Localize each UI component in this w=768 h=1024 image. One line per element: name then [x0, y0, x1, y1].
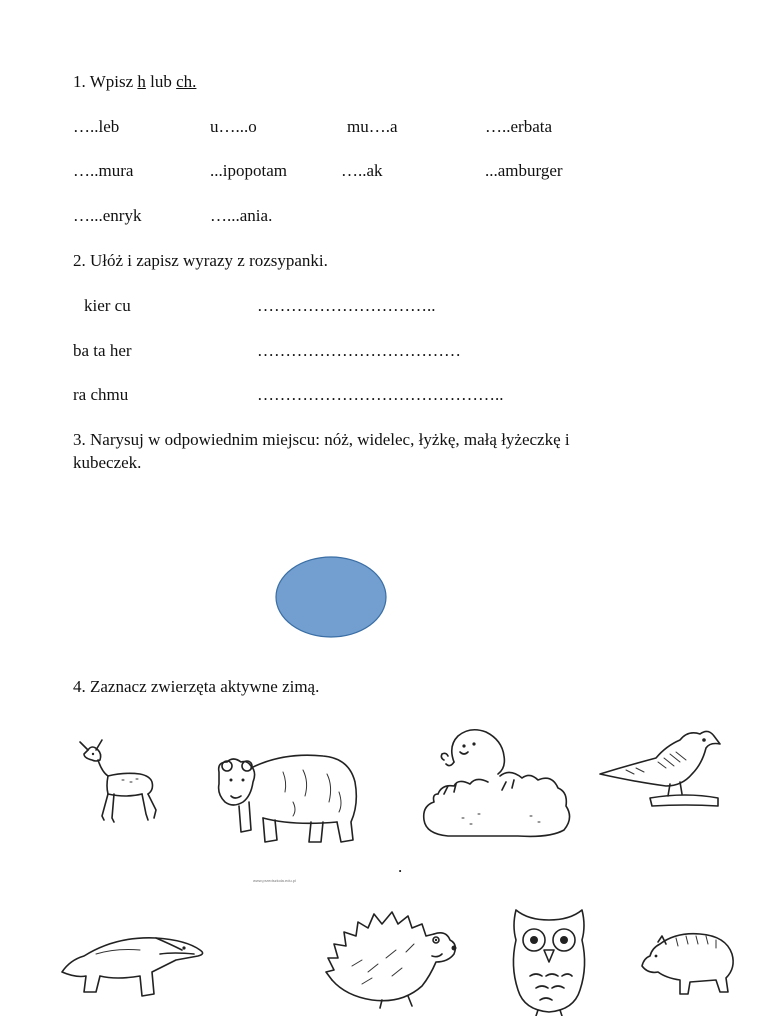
task3-instruction-line2: kubeczek.: [73, 453, 142, 472]
word-blank[interactable]: ...amburger: [485, 161, 563, 180]
scramble-syllables: kier cu: [84, 296, 131, 315]
word-blank[interactable]: …..leb: [73, 117, 120, 136]
owl-picture[interactable]: [508, 906, 590, 1016]
jay-bird-icon: [596, 706, 722, 808]
bear-picture[interactable]: [193, 712, 383, 890]
word-blank[interactable]: …..ak: [341, 161, 383, 180]
task2-title: 2. Ułóż i zapisz wyrazy z rozsypanki.: [73, 251, 328, 270]
task1-intro: Wpisz: [89, 72, 138, 91]
word-blank[interactable]: ...ipopotam: [210, 161, 287, 180]
bear-icon: [193, 712, 383, 890]
hedgehog-icon: [322, 896, 460, 1014]
task1-letter-h: h: [137, 72, 146, 91]
mole-picture[interactable]: [418, 722, 580, 844]
answer-line[interactable]: ………………………………: [257, 341, 461, 360]
word-blank[interactable]: …...enryk: [73, 206, 142, 225]
boar-picture[interactable]: [636, 902, 744, 1012]
word-blank[interactable]: …...ania.: [210, 206, 273, 225]
scramble-syllables: ra chmu: [73, 385, 129, 404]
task3-instruction-line1: 3. Narysuj w odpowiednim miejscu: nóż, widelec, łyżkę, małą łyżeczkę i: [73, 430, 570, 449]
fawn-icon: [62, 728, 168, 832]
badger-picture[interactable]: [56, 914, 208, 1010]
word-blank[interactable]: …..erbata: [485, 117, 553, 136]
task1-title: [73, 72, 196, 92]
word-blank[interactable]: u…...o: [210, 117, 257, 136]
answer-line[interactable]: ……………………………………..: [257, 385, 504, 404]
answer-line[interactable]: …………………………..: [257, 296, 436, 315]
boar-icon: [636, 902, 744, 1012]
stray-dot: .: [398, 857, 403, 876]
task1-number: 1.: [73, 72, 90, 91]
word-blank[interactable]: …..mura: [73, 161, 134, 180]
word-blank[interactable]: mu….a: [347, 117, 398, 136]
watermark: www.przedszkola.edu.pl: [253, 878, 296, 883]
scramble-syllables: ba ta her: [73, 341, 132, 360]
jay-bird-picture[interactable]: [596, 706, 722, 808]
hedgehog-picture[interactable]: [322, 896, 460, 1014]
plate-shape[interactable]: [275, 556, 387, 638]
badger-icon: [56, 914, 208, 1010]
fawn-picture[interactable]: [62, 728, 168, 832]
task1-letter-ch: ch.: [176, 72, 197, 91]
task1-lub: lub: [145, 72, 177, 91]
owl-icon: [508, 906, 590, 1016]
task4-title: 4. Zaznacz zwierzęta aktywne zimą.: [73, 677, 320, 696]
mole-icon: [418, 722, 580, 844]
